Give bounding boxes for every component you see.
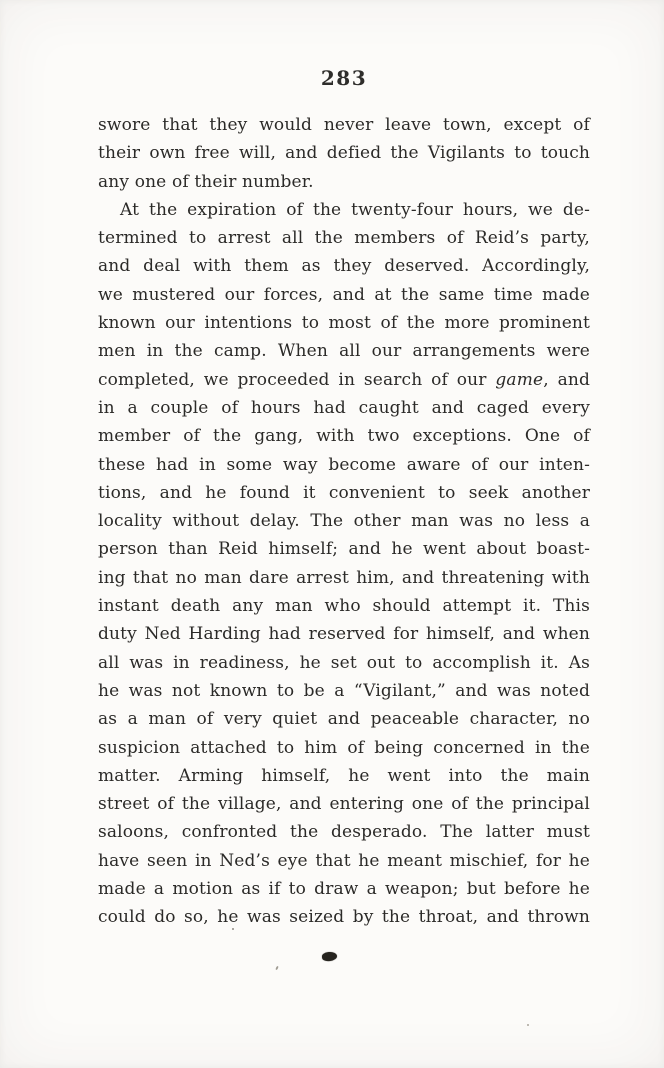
text-line bbox=[98, 790, 590, 818]
text-line bbox=[98, 168, 590, 196]
text-line bbox=[98, 592, 590, 620]
text-segment: made a motion as if to draw a weapon; but before he bbox=[98, 879, 590, 900]
text-line bbox=[98, 451, 590, 479]
text-segment: any one of their number. bbox=[98, 171, 314, 192]
text-segment: their own free will, and defied the Vigilants to touch bbox=[98, 143, 590, 164]
text-line bbox=[98, 366, 590, 394]
text-segment: At the expiration of the twenty-four hours, we de- bbox=[120, 199, 590, 220]
text-segment: termined to arrest all the members of Reid’s party, bbox=[98, 228, 590, 249]
text-segment: could do so, he was seized by the throat, and thrown bbox=[98, 907, 590, 928]
text-segment: member of the gang, with two exceptions. One of bbox=[98, 426, 590, 447]
text-line bbox=[98, 535, 590, 563]
page-number: 283 bbox=[320, 66, 368, 90]
text-segment: we mustered our forces, and at the same time made bbox=[98, 284, 590, 305]
text-line bbox=[98, 762, 590, 790]
text-segment: all was in readiness, he set out to accomplish it. As bbox=[98, 652, 590, 673]
text-segment: ing that no man dare arrest him, and threatening with bbox=[98, 567, 590, 588]
text-segment: suspicion attached to him of being concerned in the bbox=[98, 737, 590, 758]
text-segment: duty Ned Harding had reserved for himself, and when bbox=[98, 624, 590, 645]
text-line bbox=[98, 111, 590, 139]
text-segment: , and bbox=[543, 369, 590, 390]
text-line bbox=[98, 705, 590, 733]
text-line bbox=[98, 507, 590, 535]
text-segment: he was not known to be a “Vigilant,” and was noted bbox=[98, 680, 590, 701]
text-line bbox=[98, 224, 590, 252]
text-line bbox=[98, 734, 590, 762]
text-line bbox=[98, 649, 590, 677]
ink-blot-mark bbox=[322, 951, 338, 962]
text-segment: and deal with them as they deserved. Accordingly, bbox=[98, 256, 590, 277]
speck-mark bbox=[232, 928, 234, 930]
text-segment: men in the camp. When all our arrangements were bbox=[98, 341, 590, 362]
text-line bbox=[98, 196, 590, 224]
text-line bbox=[98, 620, 590, 648]
text-line bbox=[98, 875, 590, 903]
speck-mark bbox=[527, 1024, 529, 1026]
text-segment: tions, and he found it convenient to seek another bbox=[98, 482, 590, 503]
text-line bbox=[98, 337, 590, 365]
text-line bbox=[98, 309, 590, 337]
text-line bbox=[98, 394, 590, 422]
text-segment: saloons, confronted the desperado. The latter must bbox=[98, 822, 590, 843]
text-line bbox=[98, 479, 590, 507]
speck-mark bbox=[275, 966, 279, 970]
text-line bbox=[98, 422, 590, 450]
text-line bbox=[98, 818, 590, 846]
text-line bbox=[98, 252, 590, 280]
text-segment: have seen in Ned’s eye that he meant mischief, for he bbox=[98, 850, 590, 871]
text-line bbox=[98, 564, 590, 592]
text-line bbox=[98, 677, 590, 705]
text-segment: known our intentions to most of the more prominent bbox=[98, 313, 590, 334]
text-segment: as a man of very quiet and peaceable character, no bbox=[98, 709, 590, 730]
text-segment: instant death any man who should attempt it. This bbox=[98, 596, 590, 617]
page-text bbox=[98, 111, 590, 932]
text-segment: in a couple of hours had caught and caged every bbox=[98, 397, 590, 418]
text-segment: street of the village, and entering one of the principal bbox=[98, 794, 590, 815]
text-line bbox=[98, 139, 590, 167]
text-segment: completed, we proceeded in search of our bbox=[98, 369, 496, 390]
text-line bbox=[98, 281, 590, 309]
text-segment: these had in some way become aware of our inten- bbox=[98, 454, 590, 475]
text-segment: matter. Arming himself, he went into the main bbox=[98, 765, 590, 786]
text-line bbox=[98, 847, 590, 875]
text-segment: swore that they would never leave town, except of bbox=[98, 115, 590, 135]
text-line bbox=[98, 903, 590, 931]
italic-text-segment: game bbox=[495, 369, 544, 390]
text-segment: locality without delay. The other man was no less a bbox=[98, 511, 590, 532]
text-segment: person than Reid himself; and he went about boast- bbox=[98, 539, 590, 560]
